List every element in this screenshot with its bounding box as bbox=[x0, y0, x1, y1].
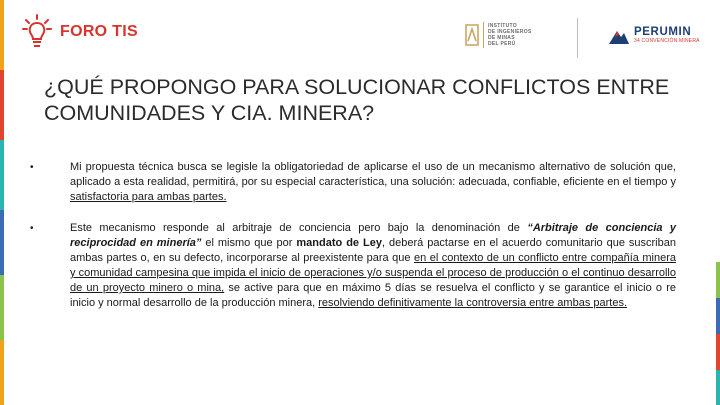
bullet-bold-text: mandato de Ley bbox=[296, 237, 382, 249]
slide-header bbox=[0, 0, 720, 70]
bullet-underlined-text: en el contexto de un conflicto entre compañía minera y comunidad campesina que impida el inicio de operaciones y/o suspenda el proceso de producción o el continuo desarrollo de un proyecto minero o mina, bbox=[70, 252, 676, 294]
bullet-underlined-text: satisfactoria para ambas partes. bbox=[70, 191, 227, 203]
foro-tis-logo bbox=[22, 14, 138, 50]
bullet-item bbox=[28, 160, 676, 205]
header-divider bbox=[577, 18, 578, 58]
bullet-text: , deberá pactarse en el acuerdo comunitario que suscriban ambas partes o, en su defecto, incorporarse al preexistente para que bbox=[70, 237, 676, 264]
bullet-text: Este mecanismo responde al arbitraje de conciencia pero bajo la denominación de bbox=[70, 222, 528, 234]
perumin-logo bbox=[608, 26, 700, 45]
bullet-marker: • bbox=[30, 162, 34, 173]
iimp-emblem-icon bbox=[465, 23, 479, 47]
bullet-marker: • bbox=[30, 223, 34, 234]
bullet-item bbox=[28, 221, 676, 311]
bullet-text: Mi propuesta técnica busca se legisle la obligatoriedad de aplicarse el uso de un mecanismo alternativo de solución que, aplicado a esta realidad, permitirá, por su especial característica, una solución: adecuada, confiable, eficiente en el tiempo y bbox=[70, 161, 676, 188]
foro-tis-logo-text: FORO TIS bbox=[60, 23, 138, 40]
perumin-logo-name: PERUMIN bbox=[634, 26, 692, 38]
perumin-logo-subtitle: 34 CONVENCIÓN MINERA bbox=[634, 38, 700, 44]
lightbulb-icon bbox=[22, 14, 52, 50]
iimp-line: DE MINAS bbox=[488, 35, 515, 41]
mountain-icon bbox=[608, 27, 630, 45]
iimp-logo bbox=[465, 22, 548, 48]
iimp-line: DE INGENIEROS bbox=[488, 29, 532, 35]
iimp-line: INSTITUTO bbox=[488, 23, 517, 29]
bullet-emphasis-text: “Arbitraje de conciencia y reciprocidad en minería” bbox=[70, 222, 677, 249]
right-color-stripe bbox=[716, 262, 720, 405]
bullet-list bbox=[28, 160, 676, 311]
bullet-text: el mismo que por bbox=[201, 237, 297, 249]
slide-title: ¿QUÉ PROPONGO PARA SOLUCIONAR CONFLICTOS ENTRE COMUNIDADES Y CIA. MINERA? bbox=[44, 75, 670, 125]
bullet-underlined-text: resolviendo definitivamente la controversia entre ambas partes. bbox=[318, 297, 628, 309]
iimp-divider bbox=[483, 22, 484, 48]
iimp-line: DEL PERÚ bbox=[488, 41, 516, 47]
bullet-text: se active para que en máximo 5 días se resuelva el conflicto y se garantice el inicio o re inicio y normal desarrollo de la producción minera, bbox=[70, 282, 676, 309]
iimp-logo-text bbox=[488, 23, 548, 47]
